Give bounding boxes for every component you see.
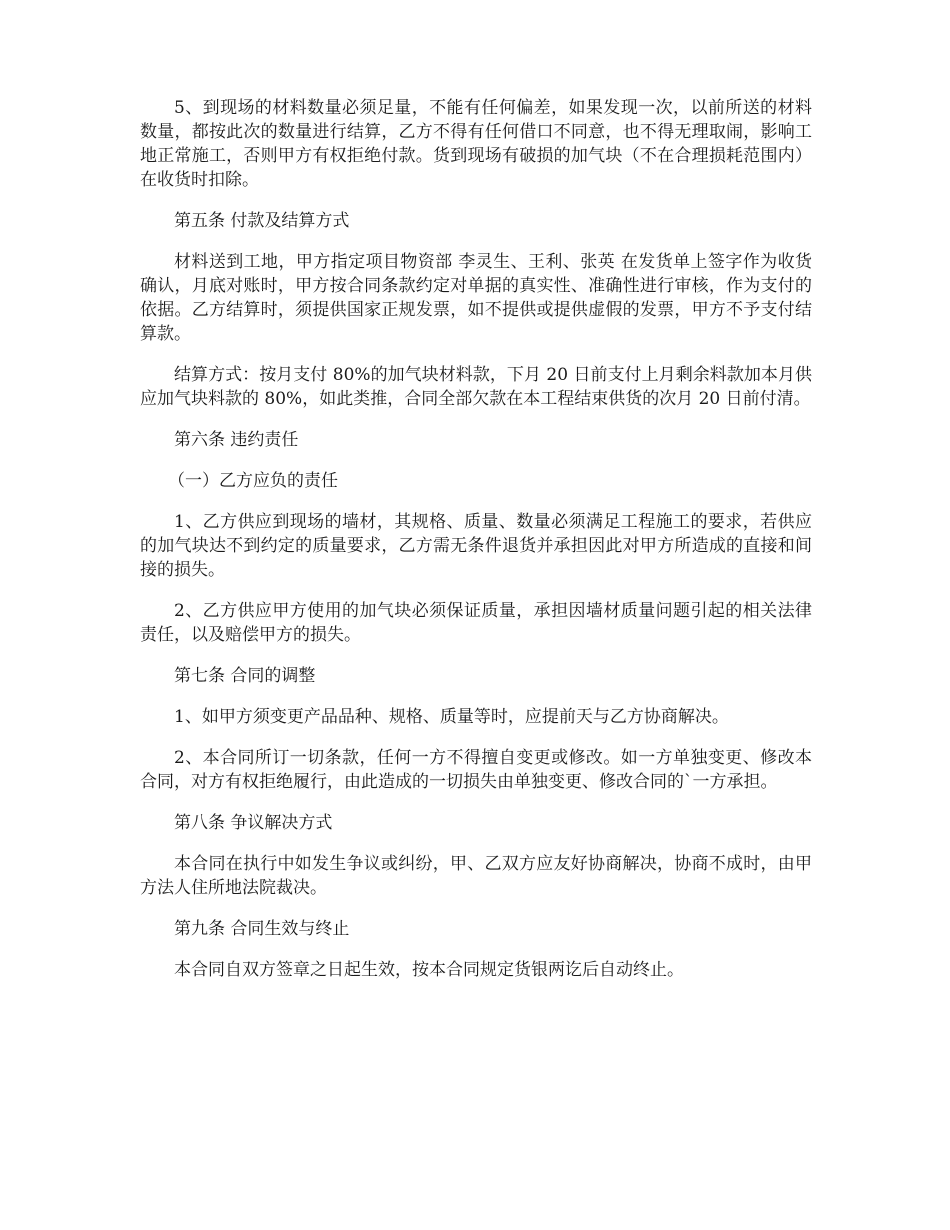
effectiveness-paragraph: 本合同自双方签章之日起生效，按本合同规定货银两讫后自动终止。 [174, 960, 684, 980]
liability-item-2-paragraph: 2、乙方供应甲方使用的加气块必须保证质量，承担因墙材质量问题引起的相关法律责任，以及赔偿甲方的损失。 [140, 601, 812, 645]
adjustment-item-2-paragraph: 2、本合同所订一切条款，任何一方不得擅自变更或修改。如一方单独变更、修改本合同，对方有权拒绝履行，由此造成的一切损失由单独变更、修改合同的`一方承担。 [140, 748, 812, 792]
party-b-liability-subheading: （一）乙方应负的责任 [168, 471, 338, 491]
clause-5-quantity-paragraph: 5、到现场的材料数量必须足量，不能有任何偏差，如果发现一次，以前所送的材料数量，都按此次的数量进行结算，乙方不得有任何借口不同意，也不得无理取闹，影响工地正常施工，否则甲方有权拒绝付款。货到现场有破损的加气块（不在合理损耗范围内）在收货时扣除。 [140, 98, 812, 190]
article-5-heading: 第五条 付款及结算方式 [174, 211, 350, 231]
article-6-heading: 第六条 违约责任 [174, 430, 299, 450]
contract-page [140, 96, 812, 999]
liability-item-1-paragraph: 1、乙方供应到现场的墙材，其规格、质量、数量必须满足工程施工的要求，若供应的加气块达不到约定的质量要求，乙方需无条件退货并承担因此对甲方所造成的直接和间接的损失。 [140, 512, 812, 580]
article-8-heading: 第八条 争议解决方式 [174, 813, 333, 833]
dispute-resolution-paragraph: 本合同在执行中如发生争议或纠纷，甲、乙双方应友好协商解决，协商不成时，由甲方法人住所地法院裁决。 [140, 854, 812, 898]
article-9-heading: 第九条 合同生效与终止 [174, 919, 350, 939]
payment-confirmation-paragraph: 材料送到工地，甲方指定项目物资部 李灵生、王利、张英 在发货单上签字作为收货确认，月底对账时，甲方按合同条款约定对单据的真实性、准确性进行审核，作为支付的依据。乙方结算时，须提供国家正规发票，如不提供或提供虚假的发票，甲方不予支付结算款。 [140, 252, 812, 344]
settlement-method-paragraph: 结算方式：按月支付 80%的加气块材料款，下月 20 日前支付上月剩余料款加本月供应加气块料款的 80%，如此类推，合同全部欠款在本工程结束供货的次月 20 日前付清。 [140, 365, 812, 409]
adjustment-item-1-paragraph: 1、如甲方须变更产品品种、规格、质量等时，应提前天与乙方协商解决。 [174, 707, 729, 727]
article-7-heading: 第七条 合同的调整 [174, 666, 316, 686]
